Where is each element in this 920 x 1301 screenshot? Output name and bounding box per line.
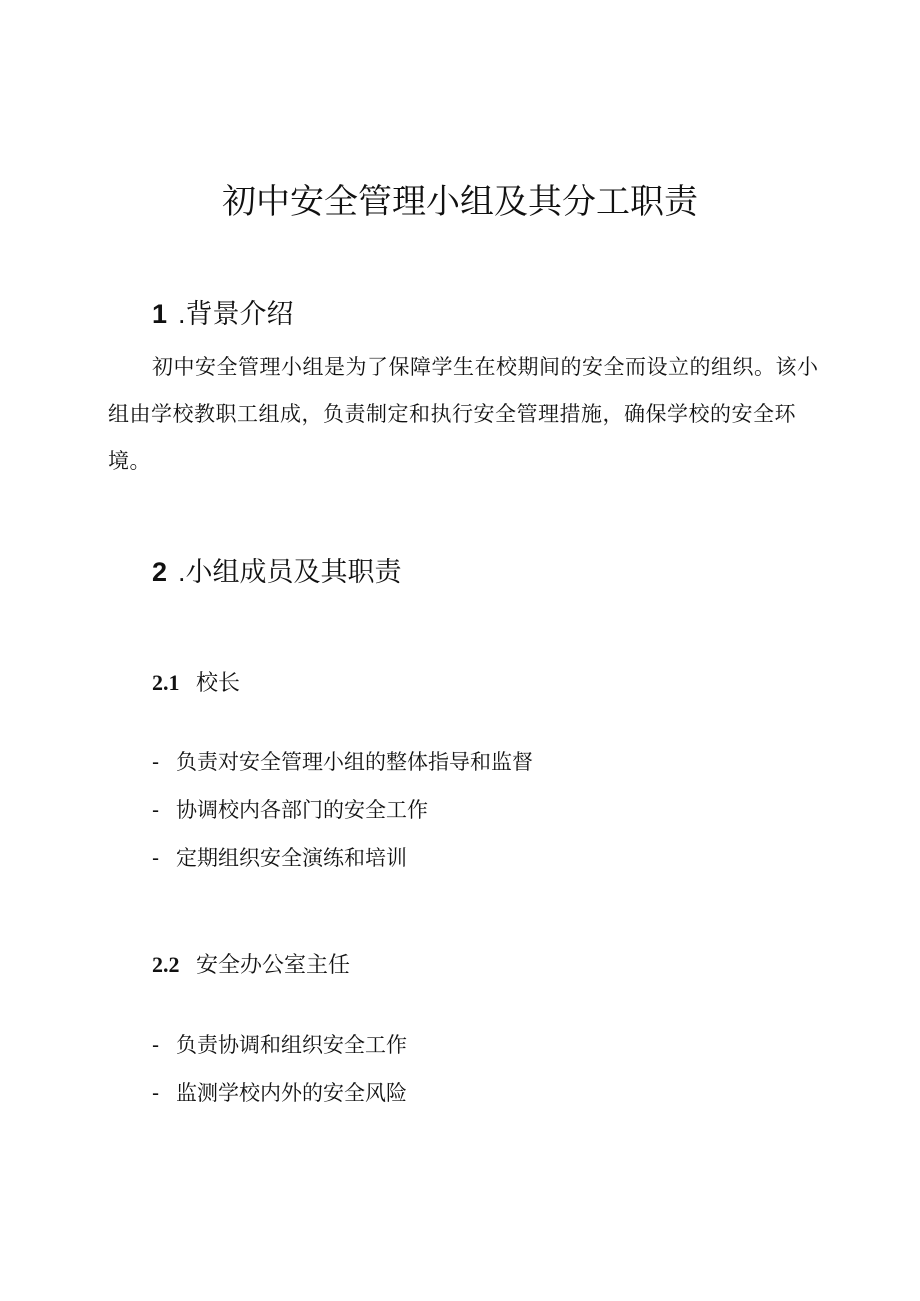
section-number: 1: [152, 299, 168, 329]
list-item-text: 定期组织安全演练和培训: [176, 846, 407, 870]
section-heading-members: [152, 552, 402, 593]
safety-director-duties-list: [152, 1021, 407, 1117]
list-item: [152, 1069, 407, 1117]
bullet-dash: -: [152, 1033, 160, 1057]
bullet-dash: -: [152, 798, 160, 822]
bullet-dash: -: [152, 750, 160, 774]
list-item-text: 监测学校内外的安全风险: [176, 1081, 407, 1105]
section-number: 2: [152, 557, 168, 587]
subsection-number: 2.1: [152, 670, 180, 695]
subsection-heading-principal: [152, 666, 240, 701]
subsection-heading-safety-director: [152, 948, 350, 983]
section-title: 小组成员及其职责: [185, 557, 402, 588]
background-paragraph: 初中安全管理小组是为了保障学生在校期间的安全而设立的组织。该小组由学校教职工组成，负责制定和执行安全管理措施，确保学校的安全环境。: [108, 355, 819, 473]
subsection-title: 校长: [196, 671, 241, 696]
list-item: [152, 786, 533, 834]
list-item: [152, 738, 533, 786]
document-title: 初中安全管理小组及其分工职责: [222, 182, 698, 222]
principal-duties-list: [152, 738, 533, 882]
section-dot: .: [178, 299, 186, 329]
list-item: [152, 1021, 407, 1069]
section-title: 背景介绍: [185, 299, 294, 330]
section-heading-background: [152, 294, 294, 335]
list-item-text: 负责协调和组织安全工作: [176, 1033, 407, 1057]
subsection-number: 2.2: [152, 952, 180, 977]
bullet-dash: -: [152, 1081, 160, 1105]
subsection-title: 安全办公室主任: [196, 953, 351, 978]
list-item-text: 负责对安全管理小组的整体指导和监督: [176, 750, 533, 774]
section-dot: .: [178, 557, 186, 587]
list-item-text: 协调校内各部门的安全工作: [176, 798, 428, 822]
bullet-dash: -: [152, 846, 160, 870]
list-item: [152, 834, 533, 882]
